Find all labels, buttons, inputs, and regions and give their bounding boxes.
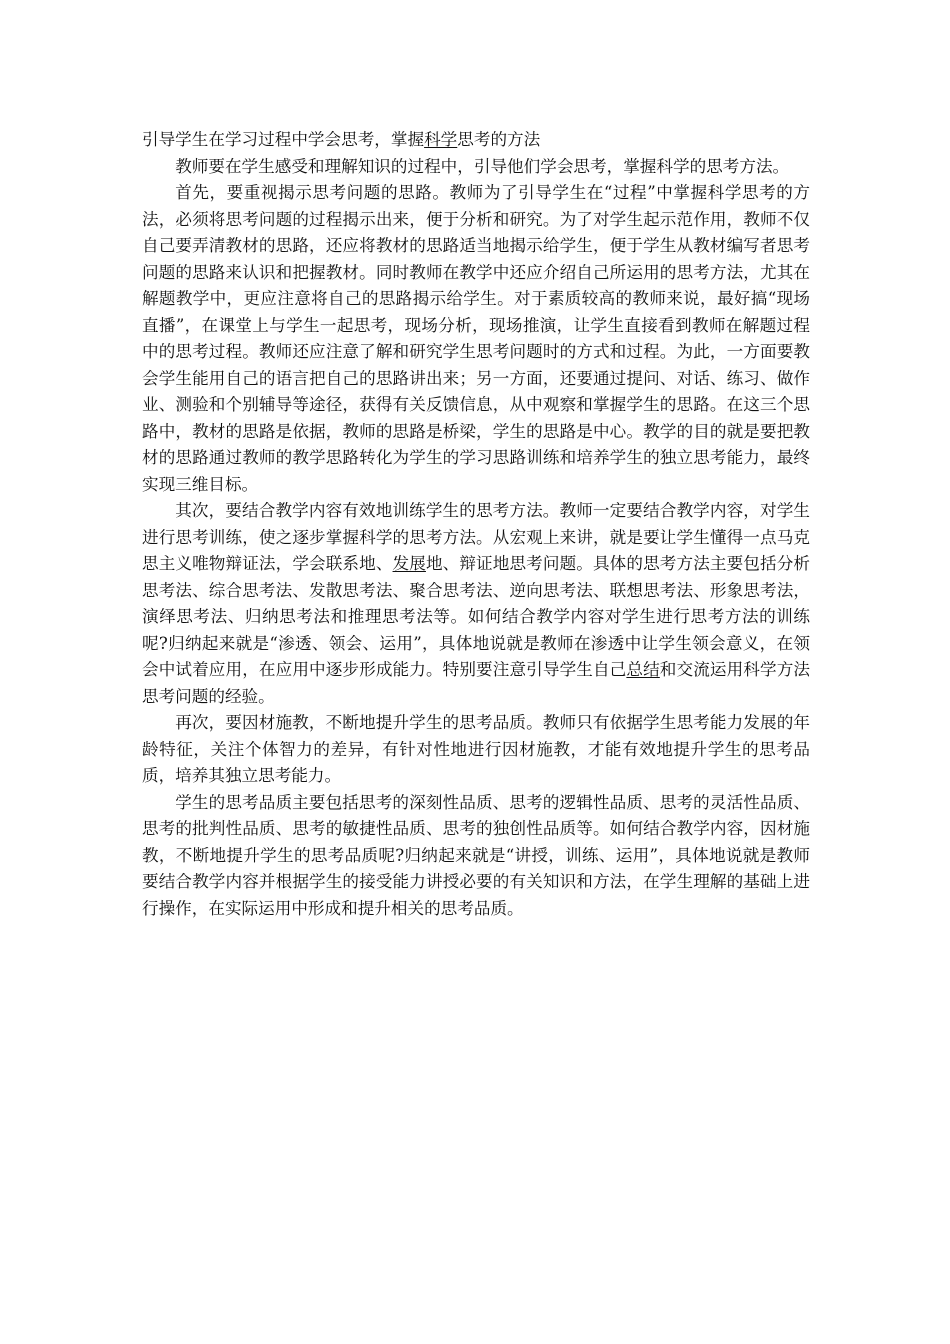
document-page: [142, 127, 810, 922]
paragraph-first: 首先，要重视揭示思考问题的思路。教师为了引导学生在“过程”中掌握科学思考的方法，必须将思考问题的过程揭示出来，便于分析和研究。为了对学生起示范作用，教师不仅自己要弄清教材的思路，还应将教材的思路适当地揭示给学生，便于学生从教材编写者思考问题的思路来认识和把握教材。同时教师在教学中还应介绍自己所运用的思考方法，尤其在解题教学中，更应注意将自己的思路揭示给学生。对于素质较高的教师来说，最好搞“现场直播”，在课堂上与学生一起思考，现场分析，现场推演，让学生直接看到教师在解题过程中的思考过程。教师还应注意了解和研究学生思考问题时的方式和过程。为此，一方面要教会学生能用自己的语言把自己的思路讲出来；另一方面，还要通过提问、对话、练习、做作业、测验和个别辅导等途径，获得有关反馈信息，从中观察和掌握学生的思路。在这三个思路中，教材的思路是依据，教师的思路是桥梁，学生的思路是中心。教学的目的就是要把教材的思路通过教师的教学思路转化为学生的学习思路训练和培养学生的独立思考能力，最终实现三维目标。: [142, 183, 810, 494]
link-summary[interactable]: 总结: [626, 660, 660, 679]
link-development[interactable]: 发展: [392, 554, 426, 573]
document-title: [142, 127, 810, 154]
paragraph-quality: 学生的思考品质主要包括思考的深刻性品质、思考的逻辑性品质、思考的灵活性品质、思考的批判性品质、思考的敏捷性品质、思考的独创性品质等。如何结合教学内容，因材施教，不断地提升学生的思考品质呢?归纳起来就是“讲授，训练、运用”，具体地说就是教师要结合教学内容并根据学生的接受能力讲授必要的有关知识和方法，在学生理解的基础上进行操作，在实际运用中形成和提升相关的思考品质。: [142, 792, 810, 918]
paragraph-third: 再次，要因材施教，不断地提升学生的思考品质。教师只有依据学生思考能力发展的年龄特征，关注个体智力的差异，有针对性地进行因材施教，才能有效地提升学生的思考品质，培养其独立思考能力。: [142, 713, 810, 785]
paragraph-second-text-middle: 地、辩证地思考问题。具体的思考方法主要包括分析思考法、综合思考法、发散思考法、聚合思考法、逆向思考法、联想思考法、形象思考法，演绎思考法、归纳思考法和推理思考法等。如何结合教学内容对学生进行思考方法的训练呢?归纳起来就是“渗透、领会、运用”，具体地说就是教师在渗透中让学生领会意义，在领会中试着应用，在应用中逐步形成能力。特别要注意引导学生自己: [142, 554, 811, 679]
title-text-before: 引导学生在学习过程中学会思考，掌握: [142, 130, 425, 149]
paragraph-second: [142, 498, 810, 710]
paragraph-intro: 教师要在学生感受和理解知识的过程中，引导他们学会思考，掌握科学的思考方法。: [175, 156, 790, 176]
title-text-after: 思考的方法: [457, 130, 541, 149]
paragraph-second-text-after: 和交流运用科学方法思考问题的经验。: [142, 660, 811, 706]
title-link-science[interactable]: 科学: [424, 130, 458, 149]
paragraph-second-text-before: 其次，要结合教学内容有效地训练学生的思考方法。教师一定要结合教学内容，对学生进行思考训练，使之逐步掌握科学的思考方法。从宏观上来讲，就是要让学生懂得一点马克思主义唯物辩证法，学会联系地、: [142, 501, 810, 573]
